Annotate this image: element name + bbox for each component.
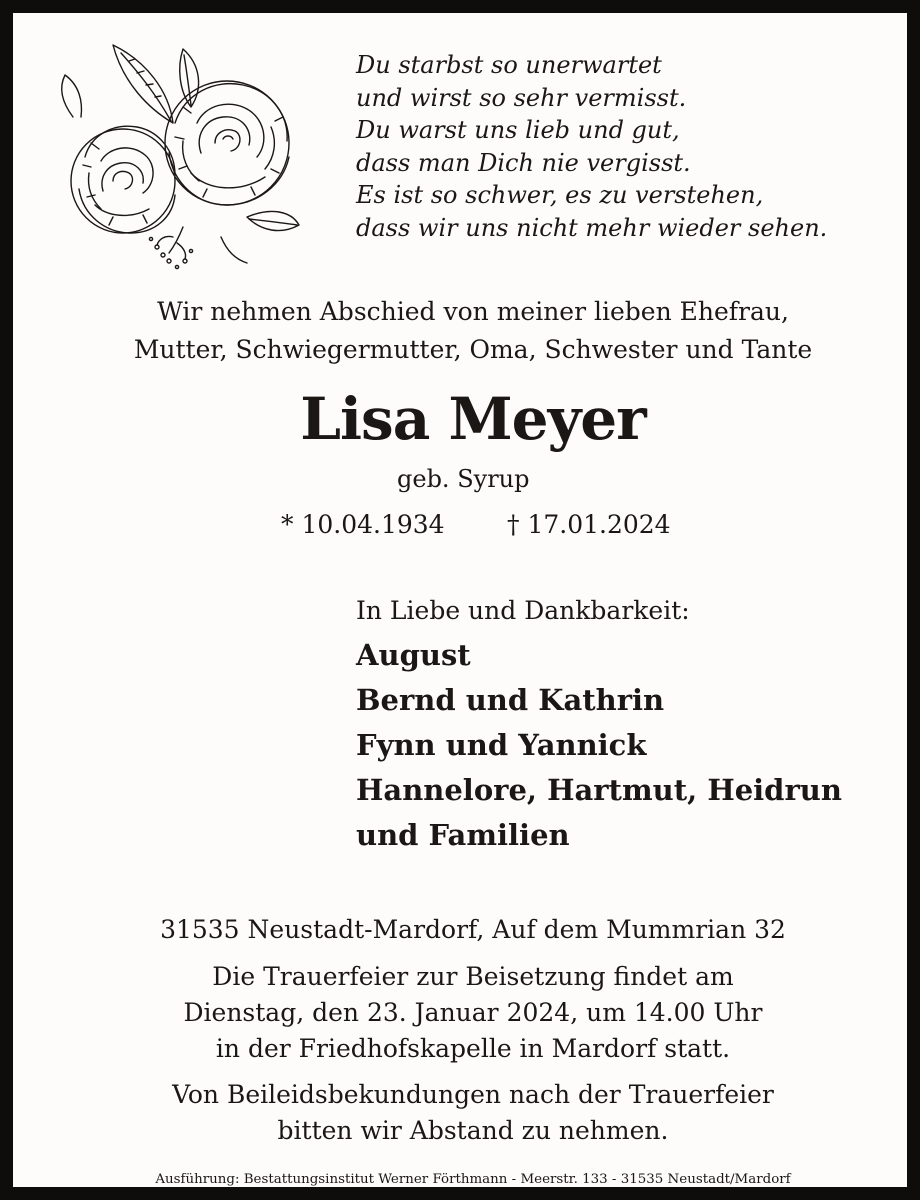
farewell-intro [13, 293, 920, 369]
mourner-name: August [356, 638, 471, 672]
birth-name: geb. Syrup [397, 465, 530, 493]
poem-line: dass wir uns nicht mehr wieder sehen. [356, 213, 828, 242]
mourner-name: Fynn und Yannick [356, 728, 647, 762]
condolence-line: bitten wir Abstand zu nehmen. [277, 1116, 669, 1145]
intro-line: Mutter, Schwiegermutter, Oma, Schwester und Tante [133, 335, 813, 364]
poem-line: Du starbst so unerwartet [356, 51, 662, 79]
roses-illustration-icon [51, 31, 321, 271]
poem-line: Du warst uns lieb und gut, [356, 116, 680, 144]
mourner-name: Hannelore, Hartmut, Heidrun [356, 773, 842, 807]
mourners-list [356, 633, 842, 858]
mourner-name: Bernd und Kathrin [356, 683, 665, 717]
ceremony-info [13, 959, 920, 1067]
poem-line: dass man Dich nie vergisst. [356, 148, 691, 177]
poem-line: und wirst so sehr vermisst. [356, 83, 687, 112]
poem [356, 49, 896, 244]
ceremony-line: Dienstag, den 23. Januar 2024, um 14.00 Uhr [183, 998, 763, 1027]
family-address: 31535 Neustadt-Mardorf, Auf dem Mummrian 32 [160, 915, 786, 944]
birth-date: * 10.04.1934 [281, 510, 445, 539]
deceased-name: Lisa Meyer [300, 385, 646, 453]
poem-line: Es ist so schwer, es zu verstehen, [356, 181, 764, 209]
funeral-home-footer: Ausführung: Bestattungsinstitut Werner Förthmann - Meerstr. 133 - 31535 Neustadt/Mardorf [155, 1172, 791, 1187]
intro-line: Wir nehmen Abschied von meiner lieben Ehefrau, [157, 297, 789, 326]
mourners-heading: In Liebe und Dankbarkeit: [356, 596, 690, 625]
mourner-name: und Familien [356, 818, 570, 852]
condolence-line: Von Beileidsbekundungen nach der Trauerfeier [172, 1080, 774, 1109]
death-date: † 17.01.2024 [507, 510, 671, 539]
ceremony-line: Die Trauerfeier zur Beisetzung findet am [212, 962, 734, 991]
ceremony-line: in der Friedhofskapelle in Mardorf statt. [215, 1034, 731, 1063]
condolence-note [13, 1077, 920, 1149]
